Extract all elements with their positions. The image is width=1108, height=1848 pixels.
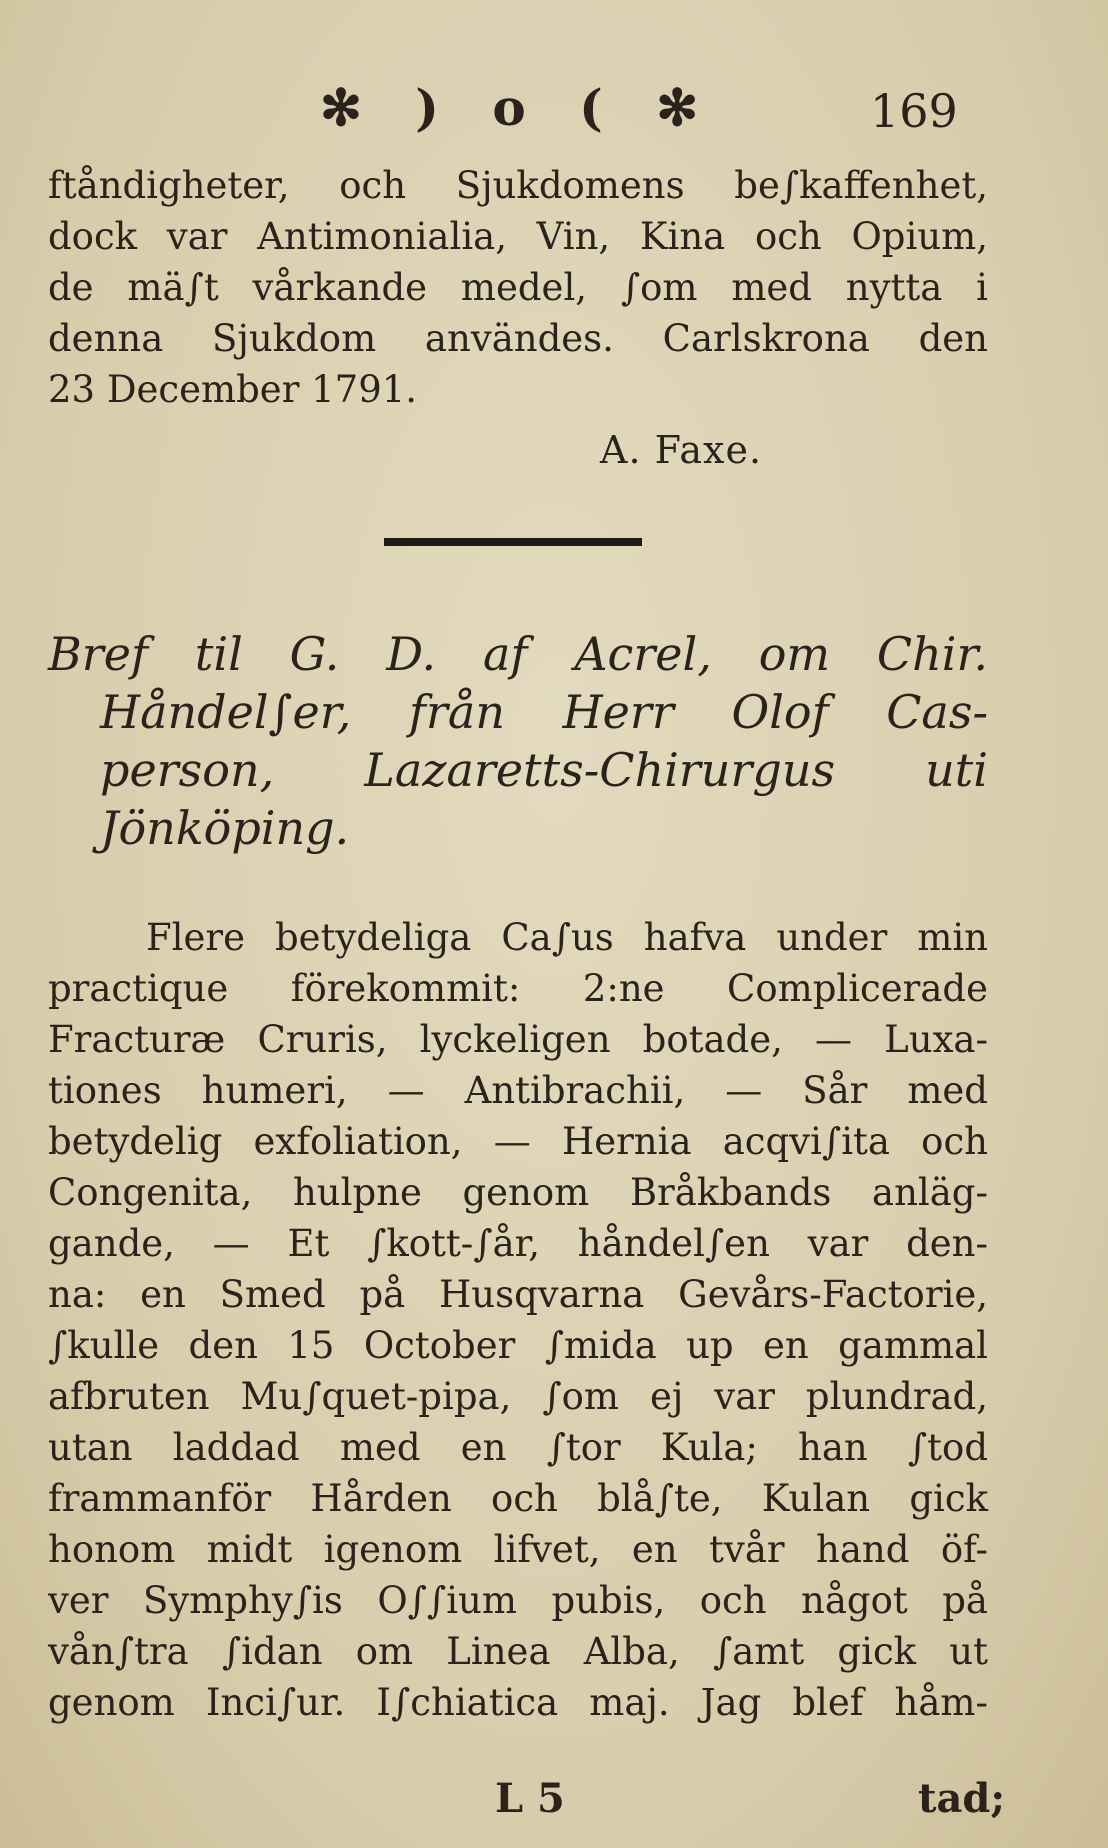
heading-line: Håndel∫er, från Herr Olof Cas- (100, 685, 988, 739)
text-line: 23 December 1791. (48, 368, 418, 411)
heading-line: person, Lazaretts-Chirurgus uti (100, 743, 988, 797)
text-line: ver Symphy∫is O∫∫ium pubis, och något på (48, 1579, 988, 1622)
text-line: gande, — Et ∫kott-∫år, håndel∫en var den- (48, 1222, 988, 1265)
author-signature: A. Faxe. (600, 428, 763, 472)
page-footer (0, 1775, 1108, 1825)
text-line: afbruten Mu∫quet-pipa, ∫om ej var plundrad, (48, 1375, 988, 1418)
text-line: Fracturæ Cruris, lyckeligen botade, — Luxa- (48, 1018, 988, 1061)
catchword: tad; (918, 1775, 1006, 1822)
running-header (0, 78, 1108, 148)
heading-line: Bref til G. D. af Acrel, om Chir. (48, 627, 988, 681)
text-line: dock var Antimonialia, Vin, Kina och Opium, (48, 215, 988, 258)
text-line: Congenita, hulpne genom Bråkbands anläg- (48, 1171, 988, 1214)
section-divider (384, 538, 642, 546)
text-line: na: en Smed på Husqvarna Gevårs-Factorie, (48, 1273, 988, 1316)
text-line: denna Sjukdom användes. Carlskrona den (48, 317, 988, 360)
text-line: Flere betydeliga Ca∫us hafva under min (146, 916, 988, 959)
letter-heading (48, 625, 988, 857)
text-line: de mä∫t vårkande medel, ∫om med nytta i (48, 266, 988, 309)
text-line: practique förekommit: 2:ne Complicerade (48, 967, 988, 1010)
text-line: tiones humeri, — Antibrachii, — Sår med (48, 1069, 988, 1112)
header-ornament: ✻ ) o ( ✻ (320, 78, 717, 137)
heading-line: Jönköping. (100, 801, 350, 855)
text-line: frammanför Hården och blå∫te, Kulan gick (48, 1477, 988, 1520)
text-line: ∫kulle den 15 October ∫mida up en gammal (48, 1324, 988, 1367)
letter-body-paragraph (48, 912, 988, 1728)
text-line: honom midt igenom lifvet, en tvår hand öf- (48, 1528, 988, 1571)
text-line: betydelig exfoliation, — Hernia acqvi∫ita och (48, 1120, 988, 1163)
signature-mark: L 5 (495, 1775, 565, 1822)
text-line: genom Inci∫ur. I∫chiatica maj. Jag blef håm- (48, 1681, 988, 1724)
text-line: vån∫tra ∫idan om Linea Alba, ∫amt gick ut (48, 1630, 988, 1673)
page-number: 169 (870, 84, 958, 138)
text-line: utan laddad med en ∫tor Kula; han ∫tod (48, 1426, 988, 1469)
closing-paragraph (48, 160, 988, 415)
text-line: ftåndigheter, och Sjukdomens be∫kaffenhet, (48, 164, 988, 207)
